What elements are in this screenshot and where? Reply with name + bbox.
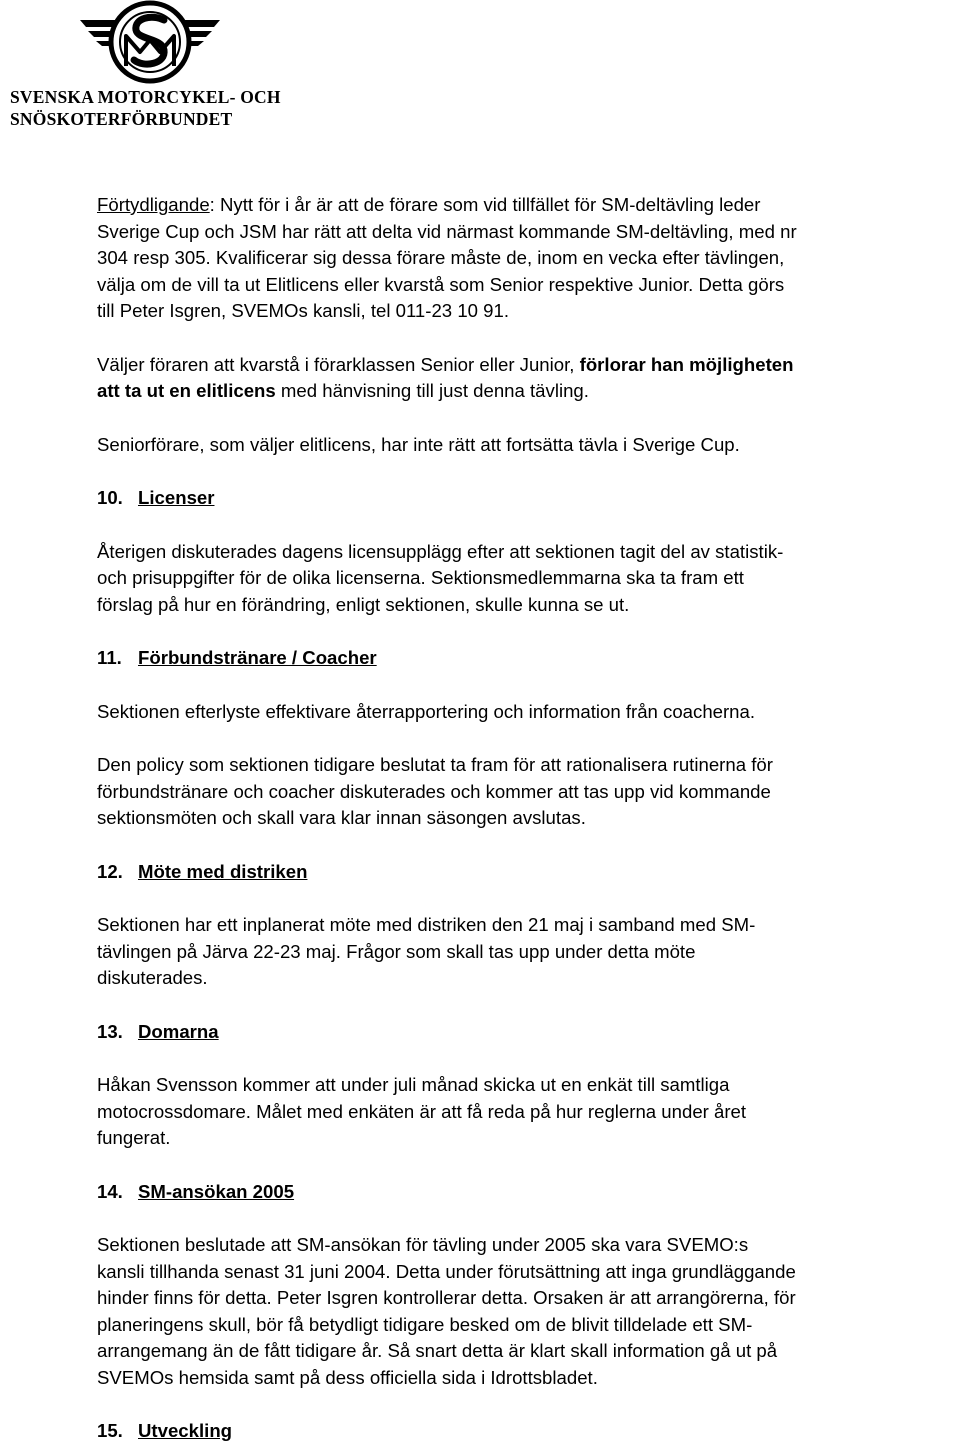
section-number: 14.	[97, 1180, 123, 1202]
section-title: Förbundstränare / Coacher	[138, 647, 377, 668]
clarification-paragraph: Förtydligande: Nytt för i år är att de förare som vid tillfället för SM-deltävling leder Sverige Cup och JSM har rätt att delta vid närmast kommande SM-deltävling, med nr 304 resp 305. Kvalificerar sig dessa förare måste de, inom en vecka efter tävlingen, välja om de vill ta ut Elitlicens eller kvarstå som Senior respektive Junior. Detta görs till Peter Isgren, SVEMOs kansli, tel 011-23 10 91.	[97, 194, 797, 321]
section-body-13: Håkan Svensson kommer att under juli månad skicka ut en enkät till samtliga motocrossdomare. Målet med enkäten är att få reda på hur reglerna under året fungerat.	[97, 1074, 747, 1148]
section-number: 12.	[97, 860, 123, 882]
senior-note: Seniorförare, som väljer elitlicens, har inte rätt att fortsätta tävla i Sverige Cup.	[97, 433, 740, 455]
section-number: 15.	[97, 1420, 123, 1441]
org-name-line-2: SNÖSKOTERFÖRBUNDET	[10, 109, 233, 129]
organization-name	[10, 86, 281, 130]
section-body-12: Sektionen har ett inplanerat möte med distriken den 21 maj i samband med SM- tävlingen på Järva 22-23 maj. Frågor som skall tas upp under detta möte diskuterades.	[97, 914, 756, 988]
section-heading-11	[97, 645, 959, 672]
section-body-14: Sektionen beslutade att SM-ansökan för tävling under 2005 ska vara SVEMO:s kansli tillhanda senast 31 juni 2004. Detta under förutsättning att inga grundläggande hinder finns för detta. Peter Isgren kontrollerar detta. Orsaken är att arrangörerna, för planeringens skull, bör få betydligt tidigare besked om de blivit tilldelade ett SM- arrangemang än de fått tidigare år. Så snart detta är klart skall information gå ut på SVEMOs hemsida samt på dess officiella sida i Idrottsbladet.	[97, 1234, 796, 1388]
document-body	[97, 192, 959, 1445]
svemo-logo-icon	[78, 0, 222, 84]
section-title: Domarna	[138, 1020, 219, 1042]
section-title: Möte med distriken	[138, 860, 308, 882]
section-body-11b: Den policy som sektionen tidigare beslutat ta fram för att rationalisera rutinerna för förbundstränare och coacher diskuterades och kommer att tas upp vid kommande sektionsmöten och skall vara klar innan säsongen avslutas.	[97, 754, 773, 828]
section-heading-13	[97, 1019, 959, 1046]
section-body-11a: Sektionen efterlyste effektivare återrapportering och information från coacherna.	[97, 700, 756, 722]
choice-paragraph: Väljer föraren att kvarstå i förarklassen Senior eller Junior, förlorar han möjligheten att ta ut en elitlicens med hänvisning till just denna tävling.	[97, 353, 794, 401]
section-title: Licenser	[138, 487, 215, 508]
section-heading-12	[97, 859, 959, 886]
section-number: 10.	[97, 487, 123, 508]
section-number: 13.	[97, 1020, 123, 1042]
section-heading-14	[97, 1179, 959, 1206]
section-heading-10	[97, 485, 959, 512]
section-body-10: Återigen diskuterades dagens licensupplägg efter att sektionen tagit del av statistik- och prisuppgifter för de olika licenserna. Sektionsmedlemmarna ska ta fram ett förslag på hur en förändring, enligt sektionen, skulle kunna se ut.	[97, 540, 784, 615]
section-number: 11.	[97, 647, 122, 668]
section-title: SM-ansökan 2005	[138, 1180, 295, 1202]
clarification-label: Förtydligande	[97, 194, 210, 215]
org-name-line-1: SVENSKA MOTORCYKEL- OCH	[10, 87, 281, 107]
section-heading-15	[97, 1418, 959, 1445]
section-title: Utveckling	[138, 1420, 233, 1441]
